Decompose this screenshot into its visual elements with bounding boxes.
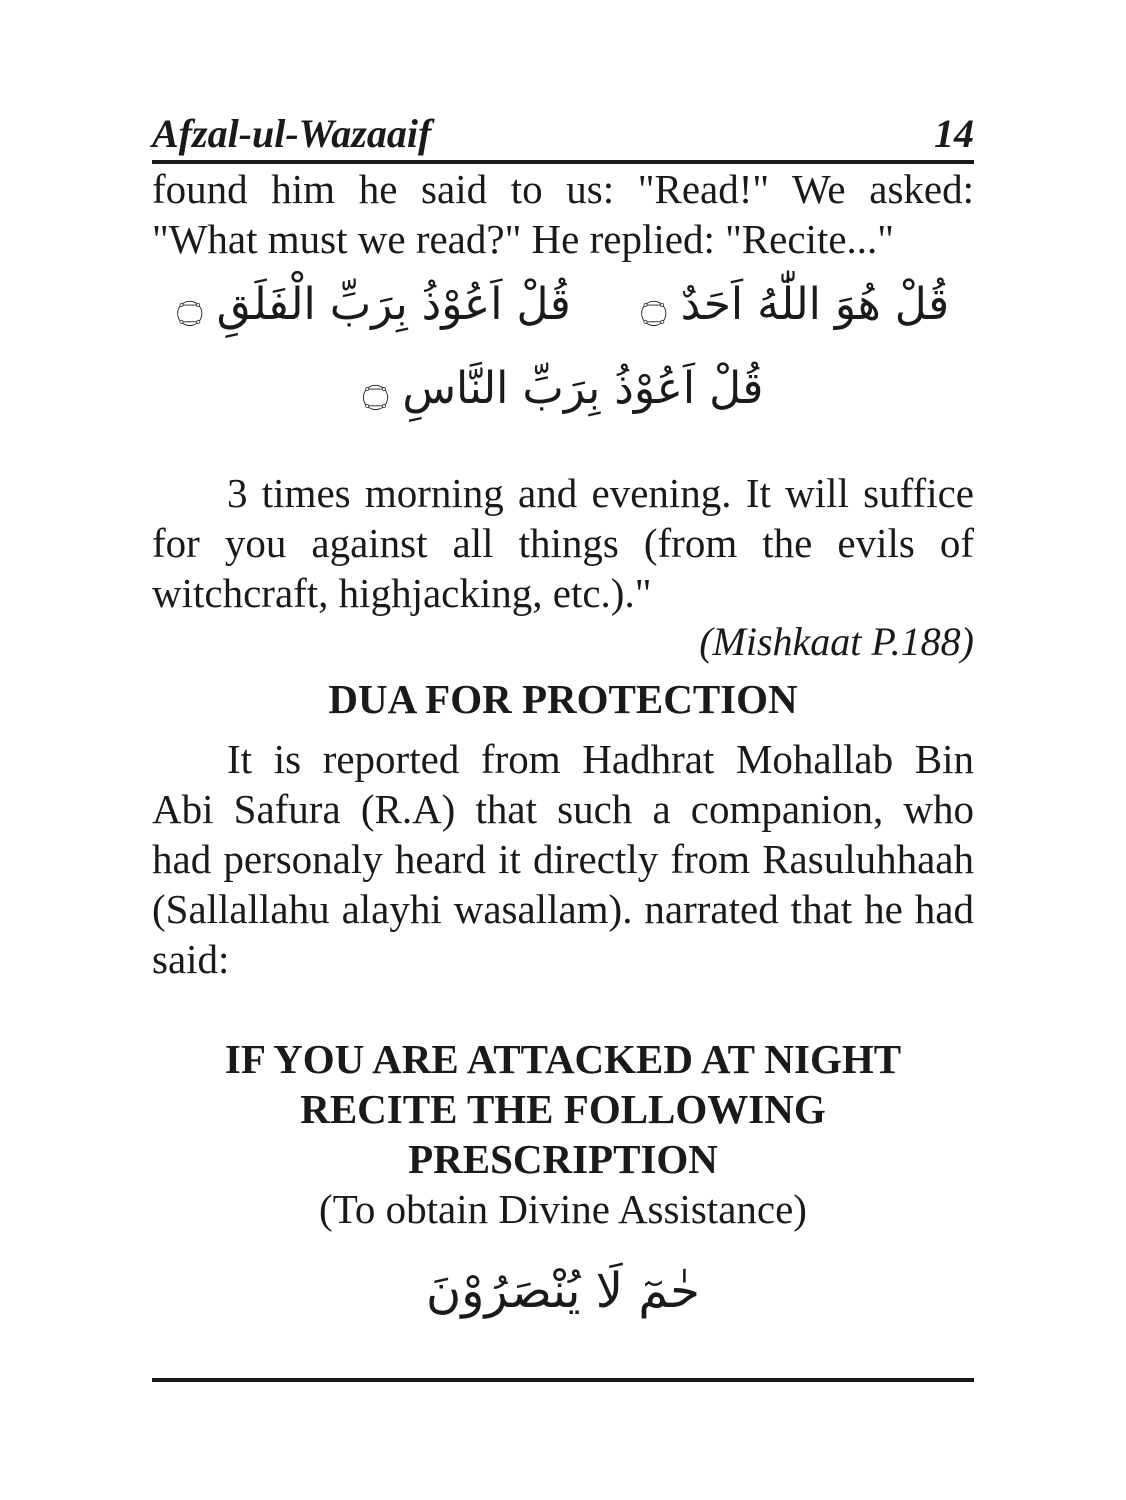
running-header (152, 110, 974, 160)
book-title: Afzal-ul-Wazaaif (152, 111, 432, 156)
prescription-heading-line-2: RECITE THE FOLLOWING (300, 1086, 826, 1132)
page-number: 14 (934, 111, 974, 156)
instruction-paragraph: 3 times morning and evening. It will suffice for you against all things (from the evils of witchcraft, highjacking, etc.)." (152, 470, 974, 616)
prescription-heading-block (152, 1034, 974, 1234)
arabic-verse-falaq: قُلْ اَعُوْذُ بِرَبِّ الْفَلَقِ ۝ (176, 279, 571, 330)
narration-paragraph: It is reported from Hadhrat Mohallab Bin Abi Safura (R.A) that such a companion, who had personaly heard it directly from Rasuluhhaah (Sallallahu alayhi wasallam). narrated that he had said: (152, 736, 974, 982)
arabic-prescription: حٰمٓ لَا يُنْصَرُوْنَ (426, 1263, 700, 1319)
reference-citation: (Mishkaat P.188) (699, 619, 974, 664)
section-heading: DUA FOR PROTECTION (328, 676, 798, 722)
book-page (152, 110, 974, 1326)
footer-rule (152, 1378, 974, 1382)
intro-paragraph: found him he said to us: "Read!" We asked: "What must we read?" He replied: "Recite..." (152, 166, 974, 262)
prescription-subheading: (To obtain Divine Assistance) (319, 1186, 807, 1232)
arabic-verse-row (152, 270, 974, 340)
arabic-verse-naas: قُلْ اَعُوْذُ بِرَبِّ النَّاسِ ۝ (362, 363, 764, 414)
prescription-heading-line-1: IF YOU ARE ATTACKED AT NIGHT (224, 1036, 902, 1082)
arabic-verse-ikhlas: قُلْ هُوَ اللّٰهُ اَحَدٌ ۝ (640, 279, 950, 330)
prescription-heading-line-3: PRESCRIPTION (408, 1136, 718, 1182)
